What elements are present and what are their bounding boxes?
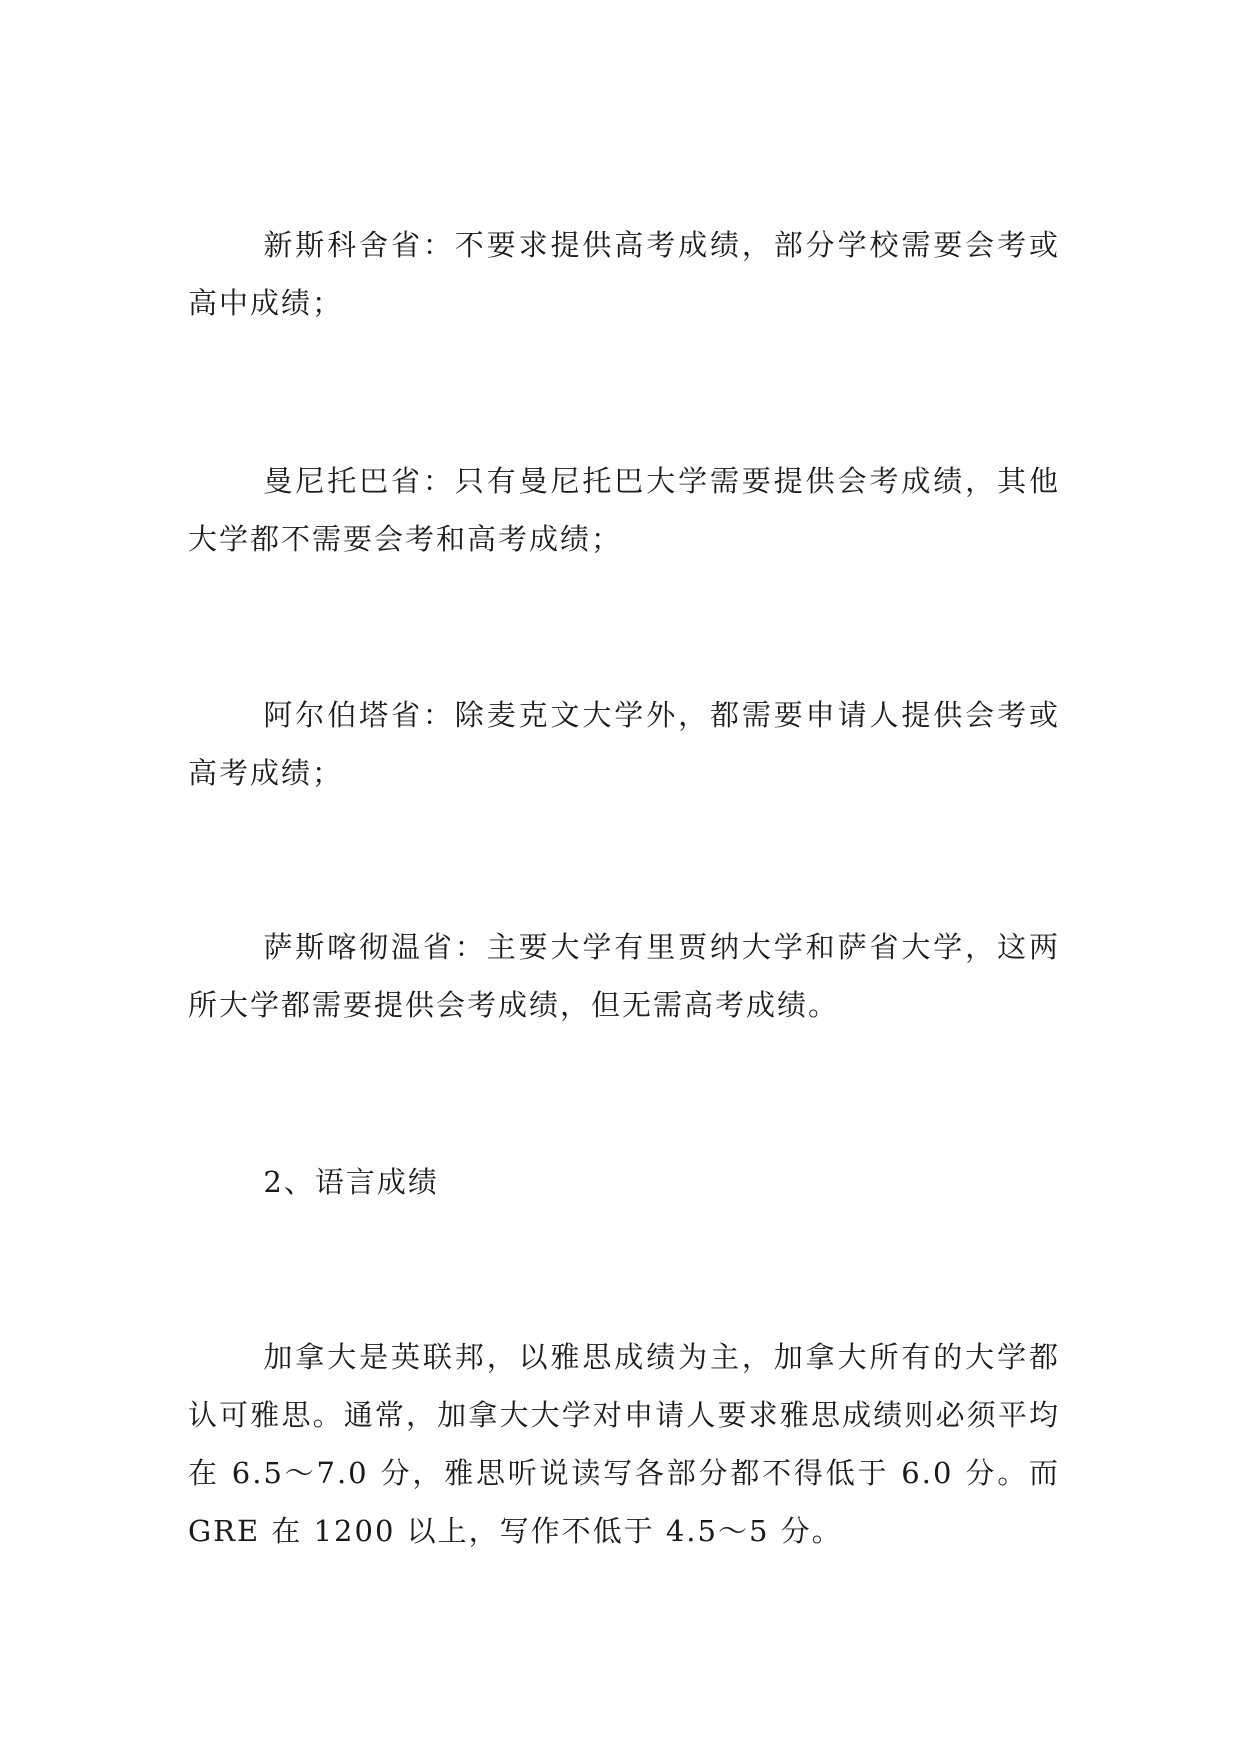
paragraph-language-requirements: 加拿大是英联邦，以雅思成绩为主，加拿大所有的大学都认可雅思。通常，加拿大大学对申请人要求雅思成绩则必须平均在 6.5～7.0 分，雅思听说读写各部分都不得低于 6.0 分。而 GRE 在 1200 以上，写作不低于 4.5～5 分。 xyxy=(188,1340,1060,1548)
paragraph-saskatchewan: 萨斯喀彻温省：主要大学有里贾纳大学和萨省大学，这两所大学都需要提供会考成绩，但无需高考成绩。 xyxy=(188,930,1060,1022)
paragraph-alberta: 阿尔伯塔省：除麦克文大学外，都需要申请人提供会考或高考成绩； xyxy=(188,698,1060,790)
section-heading-language-scores: 2、语言成绩 xyxy=(263,1165,439,1199)
paragraph-manitoba: 曼尼托巴省：只有曼尼托巴大学需要提供会考成绩，其他大学都不需要会考和高考成绩； xyxy=(188,464,1060,556)
paragraph-nova-scotia: 新斯科舍省：不要求提供高考成绩，部分学校需要会考或高中成绩； xyxy=(188,228,1060,320)
